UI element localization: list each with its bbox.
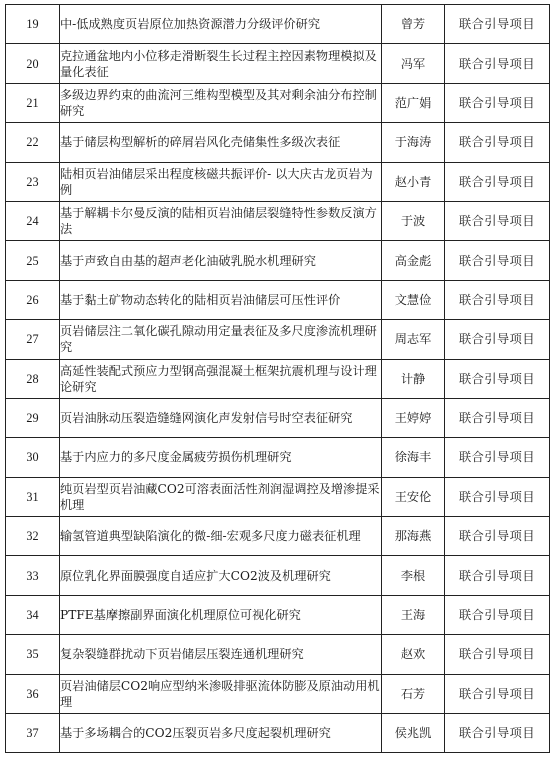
project-title: 基于解耦卡尔曼反演的陆相页岩油储层裂缝特性参数反演方法 xyxy=(60,201,382,240)
project-type: 联合引导项目 xyxy=(445,162,550,201)
table-row xyxy=(6,635,550,674)
project-type: 联合引导项目 xyxy=(445,398,550,437)
project-title: 基于储层构型解析的碎屑岩风化壳储集性多级次表征 xyxy=(60,123,382,162)
project-type: 联合引导项目 xyxy=(445,83,550,122)
project-title: 高延性装配式预应力型钢高强混凝土框架抗震机理与设计理论研究 xyxy=(60,359,382,398)
project-title: 原位乳化界面膜强度自适应扩大CO2波及机理研究 xyxy=(60,556,382,595)
project-type: 联合引导项目 xyxy=(445,556,550,595)
principal-investigator: 王婷婷 xyxy=(382,398,445,437)
row-number: 25 xyxy=(6,241,60,280)
row-number: 28 xyxy=(6,359,60,398)
table-row xyxy=(6,595,550,634)
principal-investigator: 文慧俭 xyxy=(382,280,445,319)
row-number: 23 xyxy=(6,162,60,201)
principal-investigator: 高金彪 xyxy=(382,241,445,280)
project-type: 联合引导项目 xyxy=(445,635,550,674)
table-row xyxy=(6,398,550,437)
table-row xyxy=(6,5,550,44)
principal-investigator: 于海涛 xyxy=(382,123,445,162)
project-type: 联合引导项目 xyxy=(445,595,550,634)
project-type: 联合引导项目 xyxy=(445,477,550,516)
row-number: 32 xyxy=(6,517,60,556)
row-number: 37 xyxy=(6,714,60,753)
row-number: 20 xyxy=(6,44,60,83)
principal-investigator: 周志军 xyxy=(382,320,445,359)
project-type: 联合引导项目 xyxy=(445,5,550,44)
project-title: 纯页岩型页岩油藏CO2可溶表面活性剂润湿调控及增渗提采机理 xyxy=(60,477,382,516)
principal-investigator: 赵欢 xyxy=(382,635,445,674)
table-row xyxy=(6,320,550,359)
project-title: 页岩油储层CO2响应型纳米渗吸排驱流体防膨及原油动用机理 xyxy=(60,674,382,713)
row-number: 27 xyxy=(6,320,60,359)
principal-investigator: 赵小青 xyxy=(382,162,445,201)
row-number: 36 xyxy=(6,674,60,713)
table-row xyxy=(6,241,550,280)
project-type: 联合引导项目 xyxy=(445,714,550,753)
table-row xyxy=(6,517,550,556)
table-row xyxy=(6,162,550,201)
row-number: 26 xyxy=(6,280,60,319)
row-number: 35 xyxy=(6,635,60,674)
table-row xyxy=(6,44,550,83)
table-row xyxy=(6,714,550,753)
project-title: 克拉通盆地内小位移走滑断裂生长过程主控因素物理模拟及量化表征 xyxy=(60,44,382,83)
project-type: 联合引导项目 xyxy=(445,123,550,162)
table-row xyxy=(6,674,550,713)
project-title: 基于多场耦合的CO2压裂页岩多尺度起裂机理研究 xyxy=(60,714,382,753)
row-number: 34 xyxy=(6,595,60,634)
project-title: PTFE基摩擦副界面演化机理原位可视化研究 xyxy=(60,595,382,634)
project-title: 复杂裂缝群扰动下页岩储层压裂连通机理研究 xyxy=(60,635,382,674)
table-row xyxy=(6,280,550,319)
project-title: 基于声致自由基的超声老化油破乳脱水机理研究 xyxy=(60,241,382,280)
project-title: 基于内应力的多尺度金属疲劳损伤机理研究 xyxy=(60,438,382,477)
project-title: 多级边界约束的曲流河三维构型模型及其对剩余油分布控制研究 xyxy=(60,83,382,122)
project-title: 基于黏土矿物动态转化的陆相页岩油储层可压性评价 xyxy=(60,280,382,319)
table-row xyxy=(6,83,550,122)
table-row xyxy=(6,123,550,162)
row-number: 31 xyxy=(6,477,60,516)
project-title: 中-低成熟度页岩原位加热资源潜力分级评价研究 xyxy=(60,5,382,44)
table-row xyxy=(6,477,550,516)
row-number: 19 xyxy=(6,5,60,44)
row-number: 22 xyxy=(6,123,60,162)
project-type: 联合引导项目 xyxy=(445,438,550,477)
principal-investigator: 王安伦 xyxy=(382,477,445,516)
project-table xyxy=(5,4,550,753)
project-type: 联合引导项目 xyxy=(445,241,550,280)
principal-investigator: 徐海丰 xyxy=(382,438,445,477)
principal-investigator: 范广娟 xyxy=(382,83,445,122)
row-number: 21 xyxy=(6,83,60,122)
row-number: 30 xyxy=(6,438,60,477)
project-table-body xyxy=(6,5,550,753)
principal-investigator: 于波 xyxy=(382,201,445,240)
project-type: 联合引导项目 xyxy=(445,320,550,359)
principal-investigator: 曾芳 xyxy=(382,5,445,44)
table-row xyxy=(6,201,550,240)
project-type: 联合引导项目 xyxy=(445,280,550,319)
project-title: 输氢管道典型缺陷演化的微-细-宏观多尺度力磁表征机理 xyxy=(60,517,382,556)
project-title: 页岩储层注二氧化碳孔隙动用定量表征及多尺度渗流机理研究 xyxy=(60,320,382,359)
principal-investigator: 冯军 xyxy=(382,44,445,83)
project-type: 联合引导项目 xyxy=(445,517,550,556)
principal-investigator: 那海燕 xyxy=(382,517,445,556)
principal-investigator: 侯兆凯 xyxy=(382,714,445,753)
principal-investigator: 李根 xyxy=(382,556,445,595)
table-row xyxy=(6,556,550,595)
row-number: 29 xyxy=(6,398,60,437)
principal-investigator: 计静 xyxy=(382,359,445,398)
project-type: 联合引导项目 xyxy=(445,44,550,83)
project-type: 联合引导项目 xyxy=(445,674,550,713)
principal-investigator: 石芳 xyxy=(382,674,445,713)
principal-investigator: 王海 xyxy=(382,595,445,634)
project-type: 联合引导项目 xyxy=(445,359,550,398)
row-number: 24 xyxy=(6,201,60,240)
table-row xyxy=(6,438,550,477)
row-number: 33 xyxy=(6,556,60,595)
project-type: 联合引导项目 xyxy=(445,201,550,240)
project-title: 陆相页岩油储层采出程度核磁共振评价- 以大庆古龙页岩为例 xyxy=(60,162,382,201)
table-row xyxy=(6,359,550,398)
project-title: 页岩油脉动压裂造缝缝网演化声发射信号时空表征研究 xyxy=(60,398,382,437)
